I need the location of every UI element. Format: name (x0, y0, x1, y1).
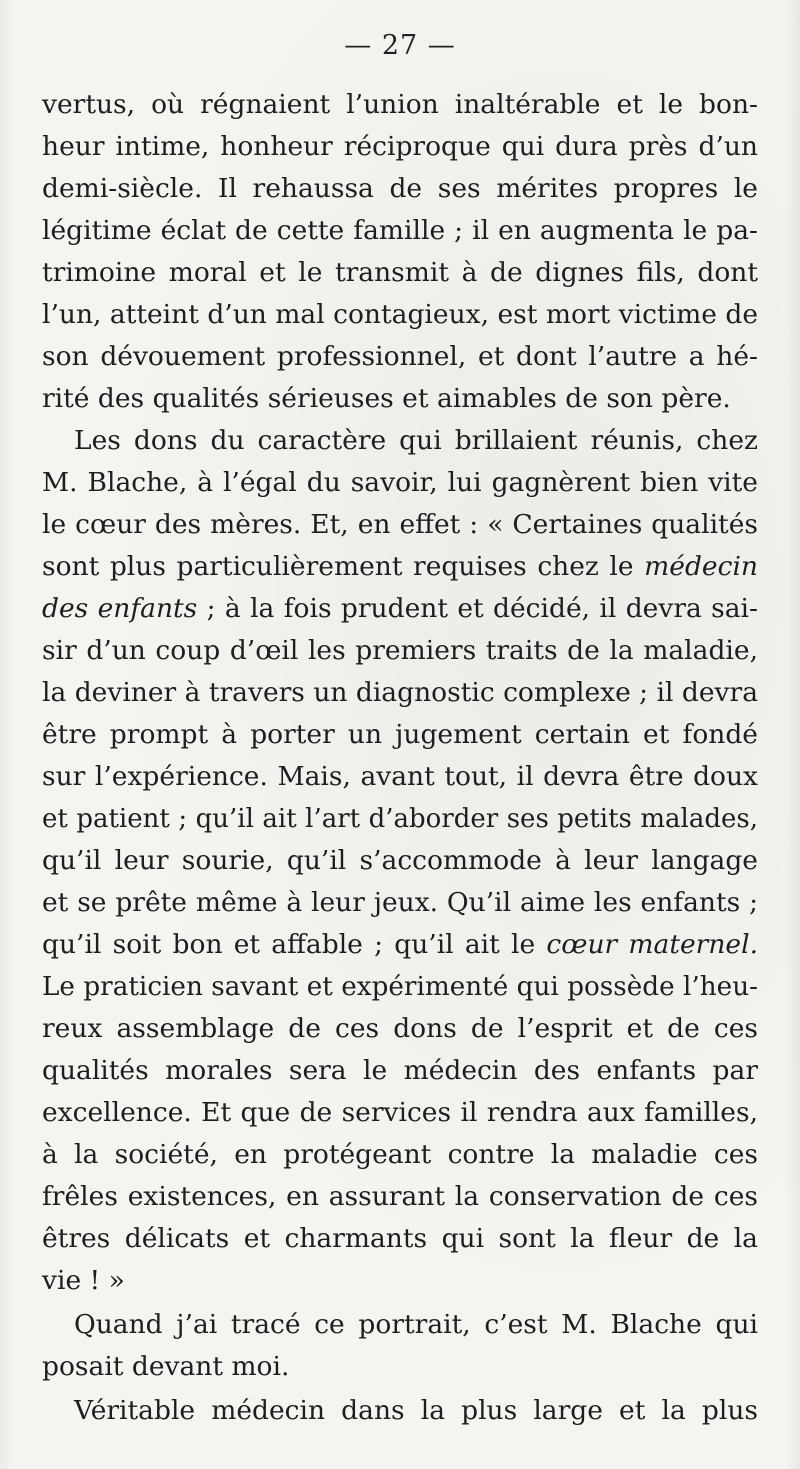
text-line: frêles existences, en assurant la conservation de ces (42, 1181, 758, 1212)
text-line: sur l’expérience. Mais, avant tout, il devra être doux (42, 761, 758, 792)
text-line: êtres délicats et charmants qui sont la fleur de la (42, 1223, 758, 1254)
text-line: et patient ; qu’il ait l’art d’aborder ses petits malades, (42, 804, 758, 834)
text-line: sir d’un coup d’œil les premiers traits de la maladie, (42, 635, 758, 666)
text-line: M. Blache, à l’égal du savoir, lui gagnèrent bien vite (42, 467, 758, 498)
text-line (42, 588, 758, 630)
text-line: demi-siècle. Il rehaussa de ses mérites propres le (42, 173, 758, 204)
text-line: qualités morales sera le médecin des enfants par (42, 1055, 758, 1086)
text-segment: ; à la fois prudent et décidé, il devra sai- (197, 593, 758, 624)
text-line: rité des qualités sérieuses et aimables de son père. (42, 383, 731, 414)
text-line (42, 546, 758, 588)
text-line: qu’il leur sourie, qu’il s’accommode à leur langage (42, 845, 758, 876)
text-line: la deviner à travers un diagnostic complexe ; il devra (42, 677, 758, 708)
page-number: — 27 — (344, 30, 456, 61)
paragraph-first-line: Quand j’ai tracé ce portrait, c’est M. Blache qui (74, 1309, 758, 1340)
text-line: trimoine moral et le transmit à de dignes fils, dont (42, 257, 758, 288)
text-line: et se prête même à leur jeux. Qu’il aime les enfants ; (42, 887, 758, 918)
text-segment: sont plus particulièrement requises chez le (42, 551, 645, 582)
paragraph-first-line: Véritable médecin dans la plus large et la plus (74, 1395, 758, 1426)
text-line: l’un, atteint d’un mal contagieux, est mort victime de (42, 299, 758, 330)
text-line: légitime éclat de cette famille ; il en augmenta le pa- (42, 215, 758, 246)
text-line: à la société, en protégeant contre la maladie ces (42, 1139, 758, 1170)
text-line: vertus, où régnaient l’union inaltérable et le bon- (42, 89, 758, 120)
text-segment: qu’il soit bon et affable ; qu’il ait le (42, 929, 547, 960)
italic-segment: des enfants (42, 593, 198, 624)
text-line: posait devant moi. (42, 1351, 290, 1382)
text-line: reux assemblage de ces dons de l’esprit et de ces (42, 1013, 758, 1044)
italic-segment: médecin (644, 551, 758, 582)
text-line: son dévouement professionnel, et dont l’autre a hé- (42, 341, 758, 372)
text-line: heur intime, honheur réciproque qui dura près d’un (42, 131, 758, 162)
paragraph-first-line: Les dons du caractère qui brillaient réunis, chez (74, 425, 758, 456)
text-line: excellence. Et que de services il rendra aux familles, (42, 1097, 758, 1128)
text-line: le cœur des mères. Et, en effet : « Certaines qualités (42, 509, 758, 540)
text-line: Le praticien savant et expérimenté qui possède l’heu- (42, 972, 758, 1002)
italic-segment: cœur maternel. (546, 929, 758, 960)
text-line (42, 924, 758, 966)
text-line: vie ! » (42, 1265, 125, 1296)
text-line: être prompt à porter un jugement certain et fondé (42, 719, 758, 750)
